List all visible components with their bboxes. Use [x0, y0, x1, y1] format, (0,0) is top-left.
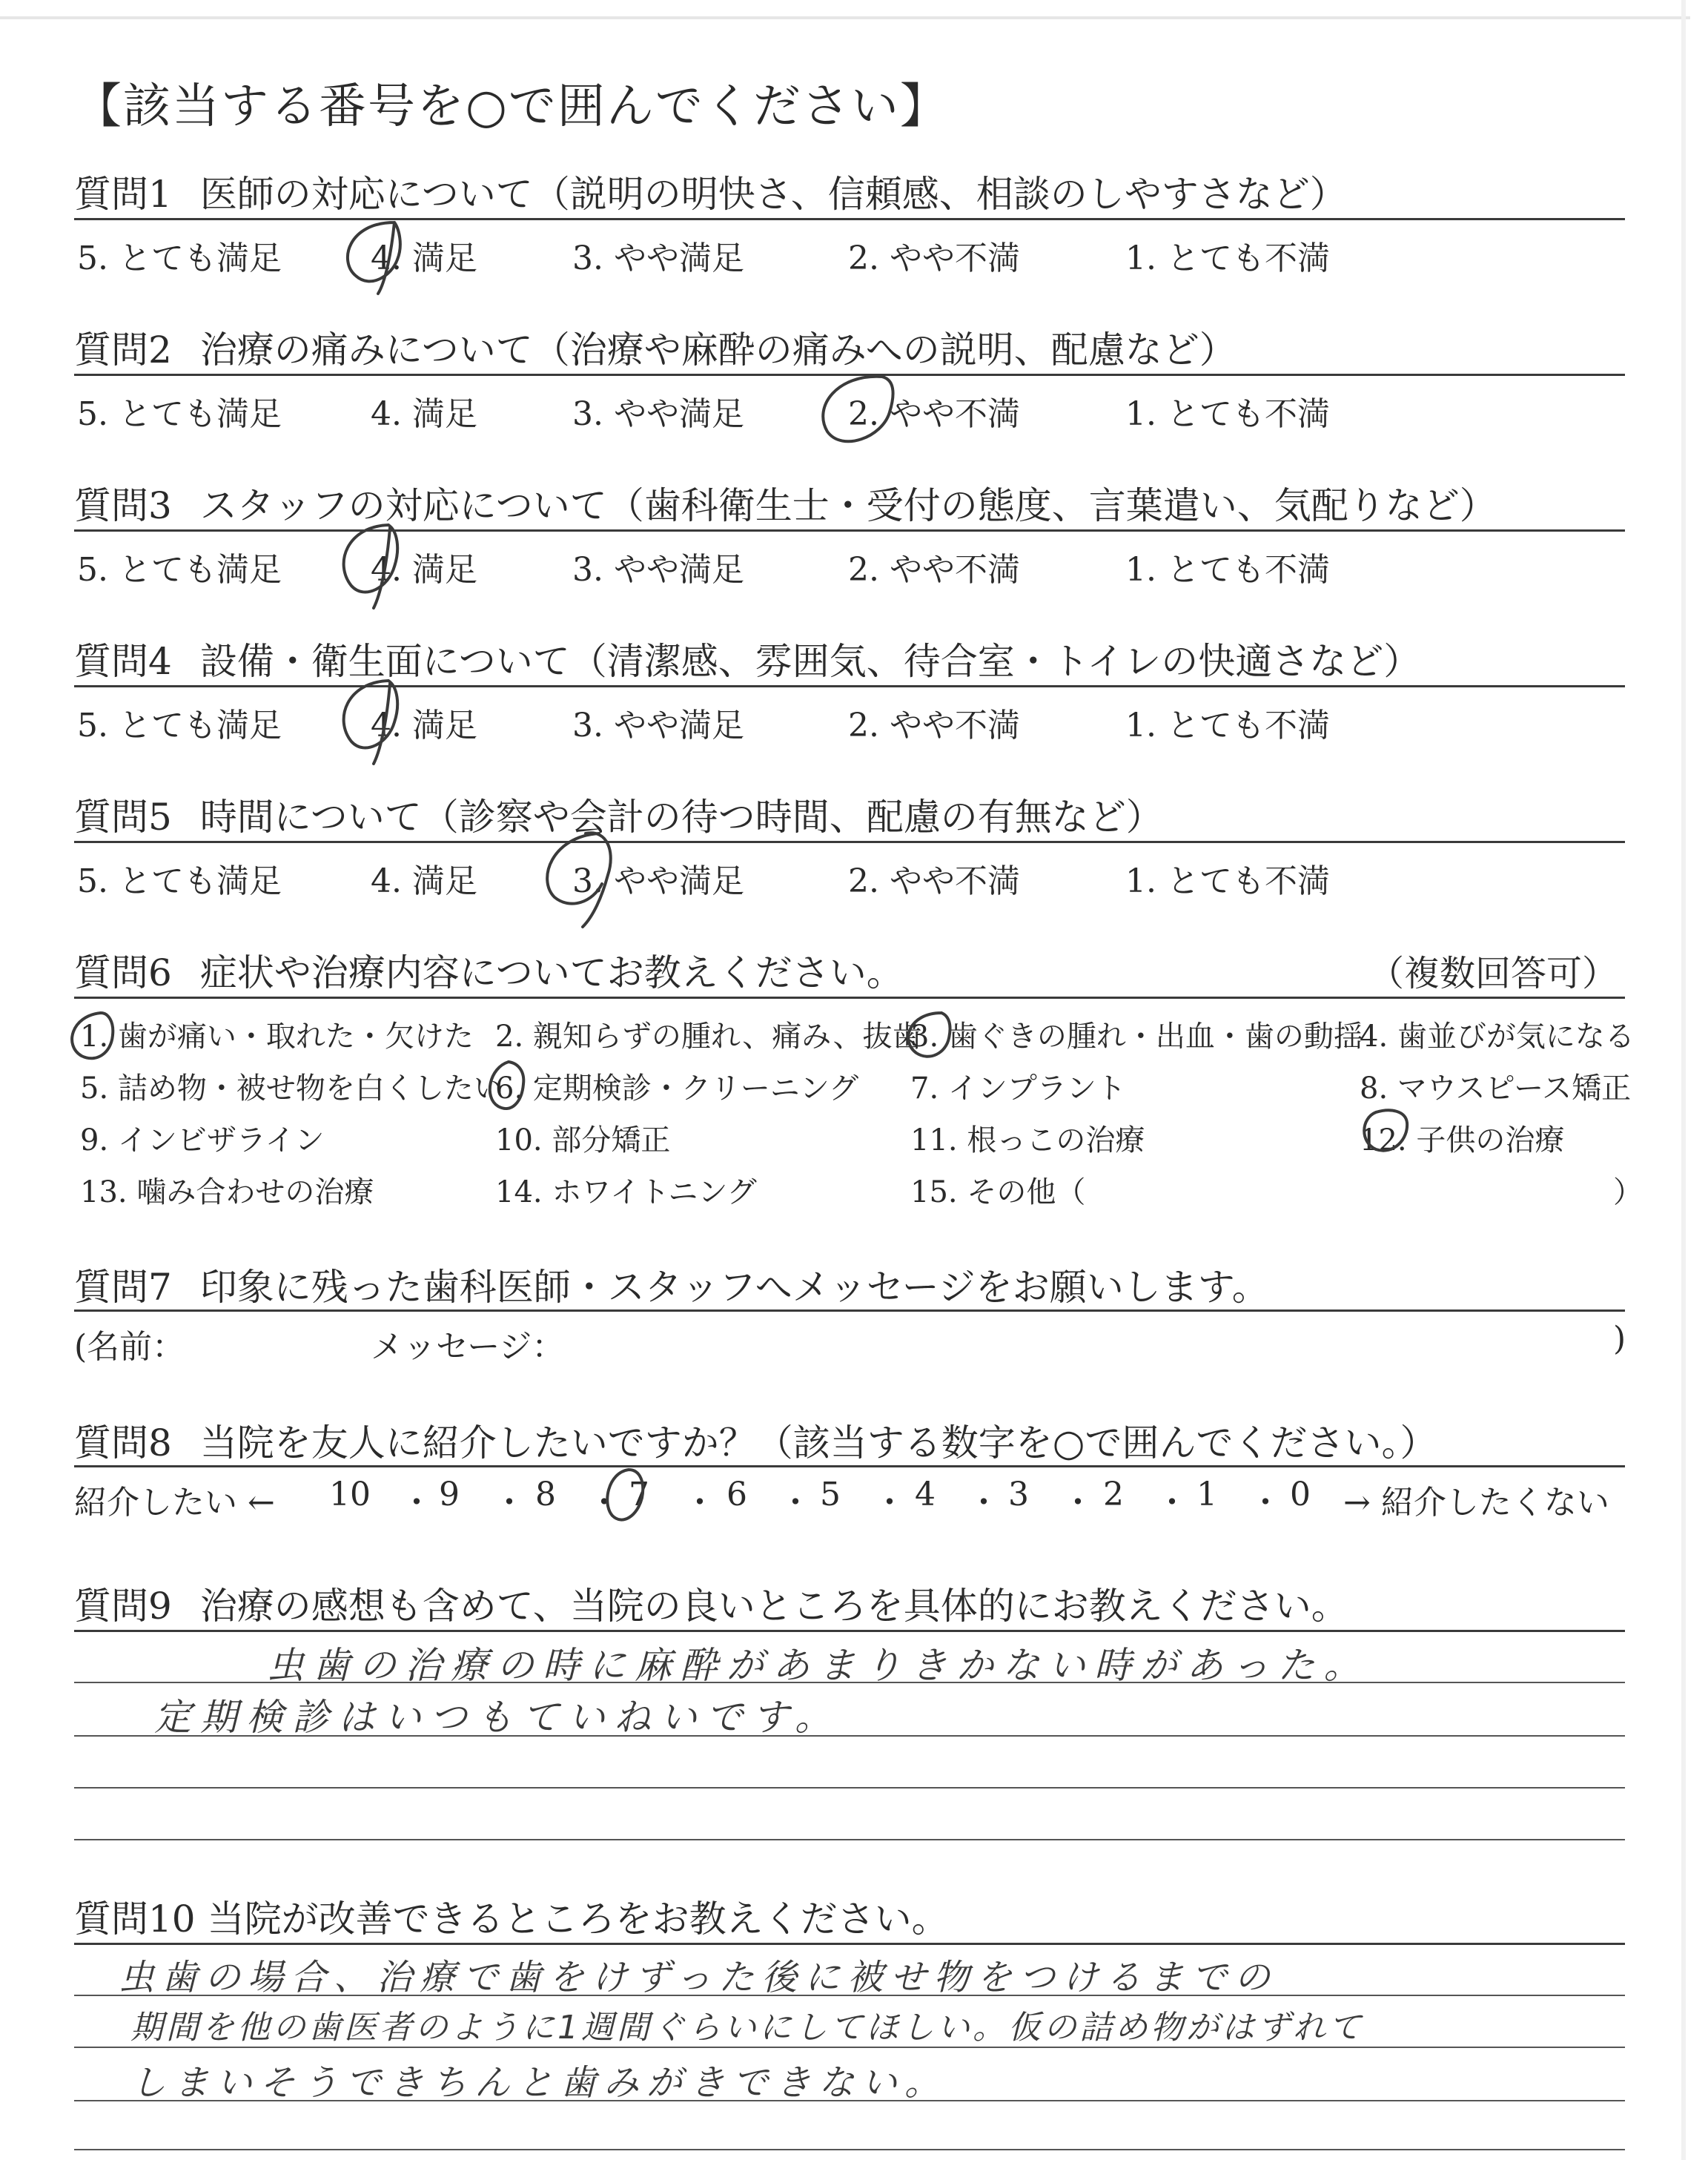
q6-option-1-circle	[72, 1013, 113, 1058]
q1-option-2[interactable]: 2. やや不満	[848, 240, 1020, 277]
q6-option-11[interactable]: 11. 根っこの治療	[910, 1123, 1145, 1157]
q3-option-4[interactable]: 4. 満足	[371, 551, 477, 589]
q6-option-5[interactable]: 5. 詰め物・被せ物を白くしたい	[80, 1071, 503, 1106]
q8-scale-2[interactable]: 2	[1103, 1476, 1124, 1513]
q8-scale-separator: ・	[493, 1484, 526, 1522]
q4-text: 設備・衛生面について（清潔感、雰囲気、待合室・トイレの快適さなど）	[199, 640, 1421, 683]
q5-option-2[interactable]: 2. やや不満	[848, 862, 1020, 900]
q2-option-4[interactable]: 4. 満足	[371, 395, 477, 433]
q1-option-1[interactable]: 1. とても不満	[1125, 240, 1330, 277]
q10-text: 当院が改善できるところをお教えください。	[207, 1898, 949, 1941]
q10-answer-3[interactable]: しまいそうできちんと歯みがきできない。	[130, 2062, 948, 2104]
q5-option-1[interactable]: 1. とても不満	[1125, 862, 1330, 900]
q8-scale-separator: ・	[873, 1484, 906, 1522]
q8-scale-separator: ・	[1249, 1484, 1282, 1522]
q6-text: 症状や治療内容についてお教えください。	[199, 951, 904, 994]
q8-scale-10[interactable]: 10	[329, 1476, 371, 1513]
q2-option-3[interactable]: 3. やや満足	[572, 395, 744, 433]
q6-option-2[interactable]: 2. 親知らずの腫れ、痛み、抜歯	[495, 1020, 922, 1054]
q2-option-1[interactable]: 1. とても不満	[1125, 395, 1330, 433]
q4-option-4[interactable]: 4. 満足	[371, 707, 477, 744]
q6-other-close: ）	[1613, 1175, 1643, 1209]
q8-scale-separator: ・	[400, 1484, 433, 1522]
q10-answer-1[interactable]: 虫歯の場合、治療で歯をけずった後に被せ物をつけるまでの	[119, 1957, 1278, 1998]
q4-label: 質問4	[74, 640, 172, 683]
q8-scale-1[interactable]: 1	[1196, 1476, 1217, 1513]
q2-text: 治療の痛みについて（治療や麻酔の痛みへの説明、配慮など）	[199, 328, 1237, 371]
q3-option-2[interactable]: 2. やや不満	[848, 551, 1020, 589]
q6-option-12-circle	[1364, 1110, 1407, 1150]
q4-option-2[interactable]: 2. やや不満	[848, 707, 1020, 744]
q6-option-12[interactable]: 12. 子供の治療	[1360, 1123, 1565, 1157]
q9-label: 質問9	[74, 1585, 172, 1628]
q7-close: )	[1613, 1320, 1626, 1358]
q8-scale-separator: ・	[779, 1484, 812, 1522]
q5-option-4[interactable]: 4. 満足	[371, 862, 477, 900]
q9-answer-2[interactable]: 定期検診はいつもていねいです。	[154, 1696, 841, 1739]
q8-scale-6[interactable]: 6	[726, 1476, 747, 1513]
q7-text: 印象に残った歯科医師・スタッフへメッセージをお願いします。	[199, 1266, 1269, 1309]
q8-scale-8[interactable]: 8	[535, 1476, 556, 1513]
q1-selected-circle	[348, 222, 400, 294]
q8-selected-circle	[607, 1470, 643, 1520]
q5-text: 時間について（診察や会計の待つ時間、配慮の有無など）	[199, 796, 1163, 839]
q8-scale-separator: ・	[683, 1484, 716, 1522]
q6-option-3[interactable]: 3. 歯ぐきの腫れ・出血・歯の動揺	[910, 1020, 1363, 1054]
q10-label: 質問10	[74, 1898, 196, 1941]
q6-option-3-circle	[908, 1013, 950, 1057]
q6-option-6-circle	[490, 1062, 524, 1109]
form-heading: 【該当する番号を○で囲んでください】	[74, 79, 949, 134]
q6-option-14[interactable]: 14. ホワイトニング	[495, 1175, 757, 1209]
q5-option-5[interactable]: 5. とても満足	[77, 862, 282, 900]
q8-scale-separator: ・	[1062, 1484, 1094, 1522]
q8-scale-separator: ・	[967, 1484, 1000, 1522]
q6-option-9[interactable]: 9. インビザライン	[80, 1123, 325, 1157]
q4-option-3[interactable]: 3. やや満足	[572, 707, 744, 744]
q1-label: 質問1	[74, 173, 172, 216]
q1-text: 医師の対応について（説明の明快さ、信頼感、相談のしやすさなど）	[199, 173, 1347, 216]
q8-left-label: 紹介したい ←	[74, 1484, 275, 1522]
q8-scale-4[interactable]: 4	[915, 1476, 936, 1513]
q7-message-label: メッセージ：	[371, 1328, 565, 1366]
q8-scale-0[interactable]: 0	[1290, 1476, 1311, 1513]
q8-scale-9[interactable]: 9	[439, 1476, 460, 1513]
q5-label: 質問5	[74, 796, 172, 839]
q8-label: 質問8	[74, 1421, 172, 1464]
q9-answer-1[interactable]: 虫歯の治療の時に麻酔があまりきかない時があった。	[267, 1644, 1370, 1687]
q3-option-3[interactable]: 3. やや満足	[572, 551, 744, 589]
q4-option-1[interactable]: 1. とても不満	[1125, 707, 1330, 744]
q3-option-5[interactable]: 5. とても満足	[77, 551, 282, 589]
q8-scale-separator: ・	[1156, 1484, 1188, 1522]
q8-scale-separator: ・	[588, 1484, 620, 1522]
q6-note: （複数回答可）	[1368, 953, 1618, 994]
q5-selected-circle	[547, 833, 611, 927]
q7-label: 質問7	[74, 1266, 172, 1309]
q8-scale-3[interactable]: 3	[1008, 1476, 1029, 1513]
q2-option-2[interactable]: 2. やや不満	[848, 395, 1020, 433]
q6-option-10[interactable]: 10. 部分矯正	[495, 1123, 671, 1157]
q2-selected-circle	[823, 377, 893, 442]
q3-label: 質問3	[74, 484, 172, 527]
q6-option-6[interactable]: 6. 定期検診・クリーニング	[495, 1071, 859, 1106]
q6-option-15[interactable]: 15. その他（	[910, 1175, 1086, 1209]
q6-option-8[interactable]: 8. マウスピース矯正	[1360, 1071, 1632, 1106]
q5-option-3[interactable]: 3. やや満足	[572, 862, 744, 900]
q8-right-label: → 紹介したくない	[1343, 1484, 1609, 1522]
q3-selected-circle	[344, 525, 398, 608]
q2-label: 質問2	[74, 328, 172, 371]
q1-option-4[interactable]: 4. 満足	[371, 240, 477, 277]
q3-text: スタッフの対応について（歯科衛生士・受付の態度、言葉遣い、気配りなど）	[199, 484, 1497, 527]
q6-label: 質問6	[74, 951, 172, 994]
q8-scale-7[interactable]: 7	[629, 1476, 649, 1513]
q3-option-1[interactable]: 1. とても不満	[1125, 551, 1330, 589]
q8-text: 当院を友人に紹介したいですか？（該当する数字を○で囲んでください。）	[199, 1421, 1437, 1464]
q7-name-label: (名前：	[74, 1328, 185, 1366]
q8-scale-5[interactable]: 5	[820, 1476, 841, 1513]
q2-option-5[interactable]: 5. とても満足	[77, 395, 282, 433]
q10-answer-2[interactable]: 期間を他の歯医者のように1週間ぐらいにしてほしい。仮の詰め物がはずれて	[130, 2009, 1364, 2047]
q6-option-4[interactable]: 4. 歯並びが気になる	[1360, 1020, 1635, 1054]
q6-option-7[interactable]: 7. インプラント	[910, 1071, 1126, 1106]
q6-option-13[interactable]: 13. 噛み合わせの治療	[80, 1175, 374, 1209]
q4-selected-circle	[344, 681, 398, 764]
q9-text: 治療の感想も含めて、当院の良いところを具体的にお教えください。	[199, 1585, 1348, 1628]
q4-option-5[interactable]: 5. とても満足	[77, 707, 282, 744]
q1-option-5[interactable]: 5. とても満足	[77, 240, 282, 277]
q1-option-3[interactable]: 3. やや満足	[572, 240, 744, 277]
q6-option-1[interactable]: 1. 歯が痛い・取れた・欠けた	[80, 1020, 474, 1054]
